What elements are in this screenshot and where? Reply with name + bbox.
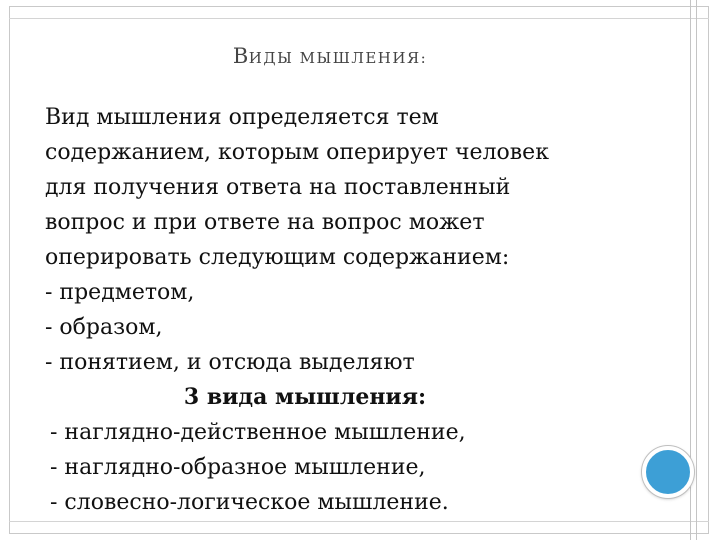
bottom-divider bbox=[9, 521, 709, 522]
title-initial: В bbox=[232, 44, 249, 68]
list-item: - образом, bbox=[45, 315, 163, 340]
slide-title bbox=[0, 44, 660, 68]
bold-heading: 3 вида мышления: bbox=[183, 384, 427, 410]
top-divider bbox=[9, 18, 709, 19]
body-line: для получения ответа на поставленный bbox=[45, 175, 511, 200]
body-line: оперировать следующим содержанием: bbox=[45, 245, 510, 270]
thinking-type-item: - наглядно-образное мышление, bbox=[50, 455, 426, 480]
title-rest: ИДЫ МЫШЛЕНИЯ: bbox=[248, 49, 428, 67]
thinking-type-item: - наглядно-действенное мышление, bbox=[50, 420, 466, 445]
right-rail-line bbox=[696, 0, 697, 540]
thinking-type-item: - словесно-логическое мышление. bbox=[50, 490, 449, 515]
slide-body bbox=[45, 100, 665, 520]
list-item: - предметом, bbox=[45, 280, 195, 305]
list-item: - понятием, и отсюда выделяют bbox=[45, 350, 415, 375]
body-line: содержанием, которым оперирует человек bbox=[45, 140, 549, 165]
body-line: Вид мышления определяется тем bbox=[45, 105, 439, 130]
body-line: вопрос и при ответе на вопрос может bbox=[45, 210, 485, 235]
